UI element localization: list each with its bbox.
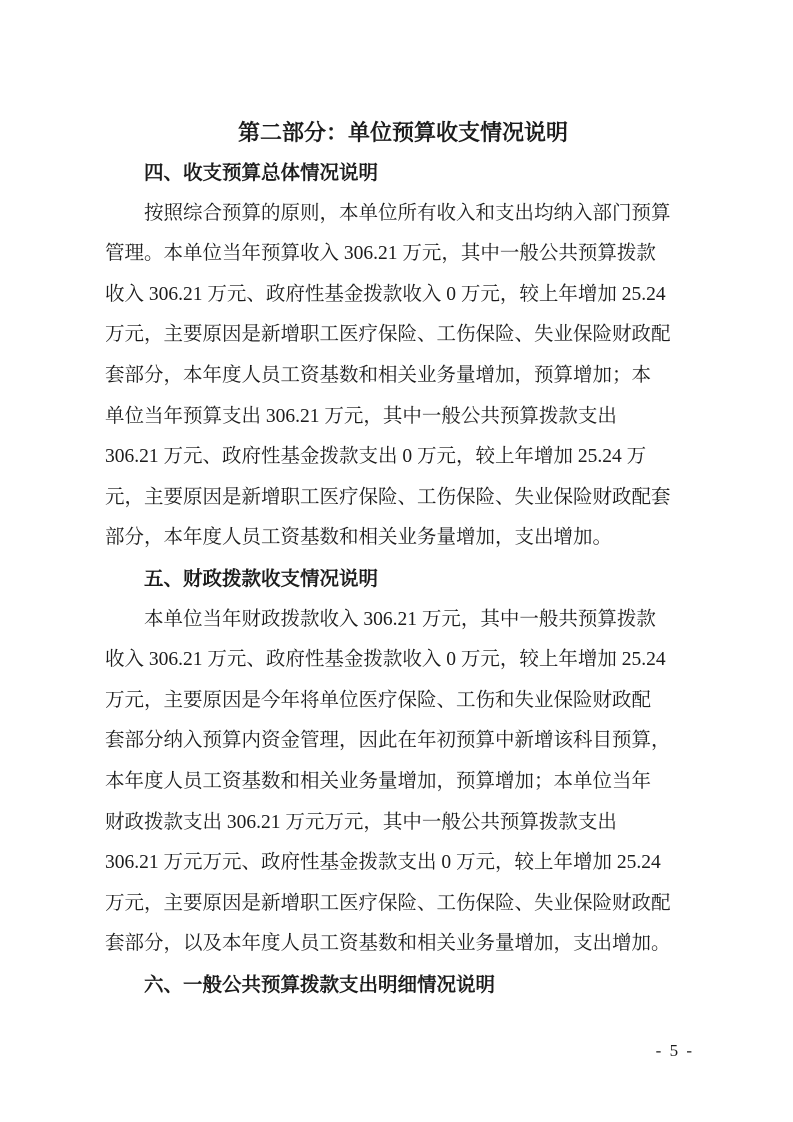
paragraph-line: 部分，本年度人员工资基数和相关业务量增加，支出增加。: [105, 527, 613, 549]
section-heading-5: 五、财政拨款收支情况说明: [144, 567, 379, 590]
paragraph-line: 万元，主要原因是新增职工医疗保险、工伤保险、失业保险财政配: [105, 324, 671, 346]
paragraph-line: 收入 306.21 万元、政府性基金拨款收入 0 万元，较上年增加 25.24: [105, 649, 666, 671]
paragraph-line: 财政拨款支出 306.21 万元万元，其中一般公共预算拨款支出: [105, 811, 617, 833]
paragraph-line: 306.21 万元、政府性基金拨款支出 0 万元，较上年增加 25.24 万: [105, 446, 647, 468]
paragraph-line: 管理。本单位当年预算收入 306.21 万元，其中一般公共预算拨款: [105, 243, 656, 265]
section-heading-4: 四、收支预算总体情况说明: [144, 162, 379, 184]
paragraph-line: 本单位当年财政拨款收入 306.21 万元，其中一般共预算拨款: [144, 608, 656, 630]
section-heading-6: 六、一般公共预算拨款支出明细情况说明: [144, 973, 496, 996]
paragraph-line: 306.21 万元万元、政府性基金拨款支出 0 万元，较上年增加 25.24: [105, 852, 661, 874]
paragraph-line: 万元，主要原因是今年将单位医疗保险、工伤和失业保险财政配: [105, 689, 652, 711]
paragraph-line: 万元，主要原因是新增职工医疗保险、工伤保险、失业保险财政配: [105, 892, 671, 914]
page-number: - 5 -: [655, 1041, 694, 1060]
document-content: [105, 112, 701, 1005]
paragraph-line: 本年度人员工资基数和相关业务量增加，预算增加；本单位当年: [105, 770, 652, 792]
paragraph-line: 套部分纳入预算内资金管理，因此在年初预算中新增该科目预算，: [105, 730, 671, 752]
document-title: 第二部分：单位预算收支情况说明: [237, 120, 568, 145]
paragraph-line: 收入 306.21 万元、政府性基金拨款收入 0 万元，较上年增加 25.24: [105, 283, 666, 305]
paragraph-line: 按照综合预算的原则，本单位所有收入和支出均纳入部门预算: [144, 202, 671, 224]
paragraph-line: 元，主要原因是新增职工医疗保险、工伤保险、失业保险财政配套: [105, 486, 671, 508]
paragraph-line: 套部分，以及本年度人员工资基数和相关业务量增加，支出增加。: [105, 933, 671, 955]
paragraph-line: 套部分，本年度人员工资基数和相关业务量增加，预算增加；本: [105, 364, 652, 386]
paragraph-line: 单位当年预算支出 306.21 万元，其中一般公共预算拨款支出: [105, 405, 617, 427]
